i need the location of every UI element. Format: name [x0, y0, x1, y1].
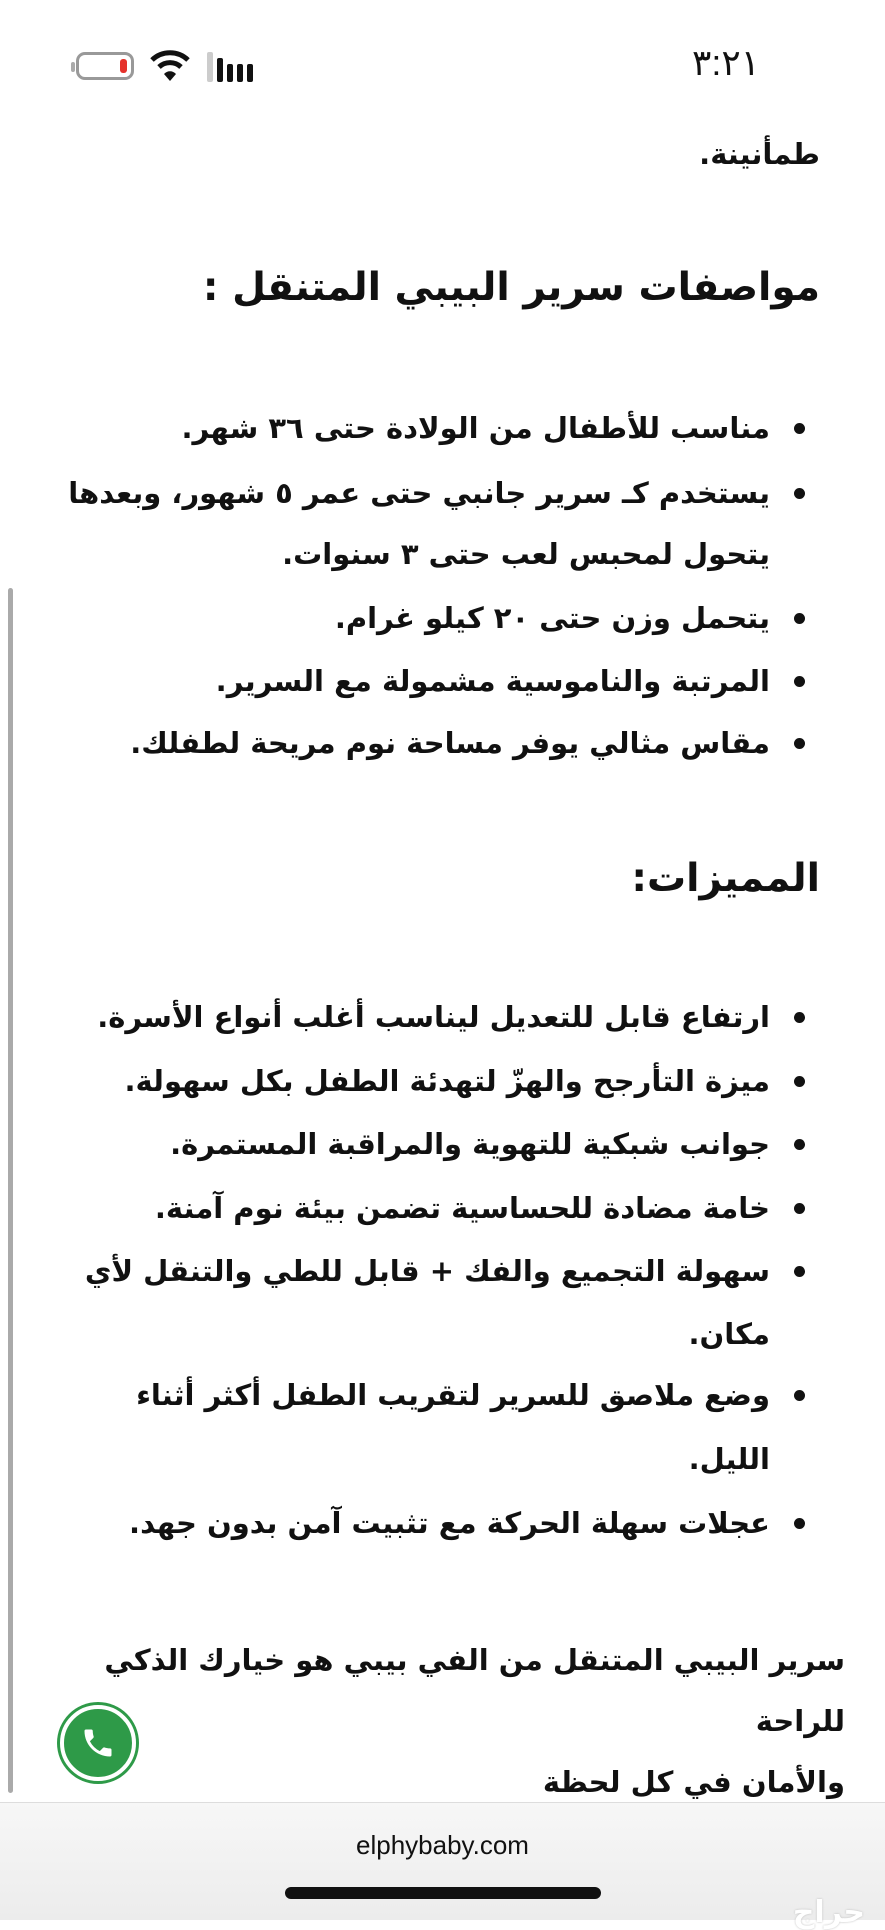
status-time: ٣:٢١ — [691, 42, 760, 83]
bullet-icon — [794, 1518, 805, 1529]
bullet-icon — [794, 1076, 805, 1087]
bullet-icon — [794, 1012, 805, 1023]
browser-bottom-bar — [0, 1802, 885, 1920]
list-item: سهولة التجميع والفك + قابل للطي والتنقل لأي — [84, 1254, 770, 1288]
bullet-icon — [794, 738, 805, 749]
bullet-icon — [794, 1266, 805, 1277]
list-item: يستخدم كـ سرير جانبي حتى عمر ٥ شهور، وبعدها — [68, 476, 770, 510]
home-indicator[interactable] — [285, 1887, 601, 1899]
url-bar[interactable]: elphybaby.com — [356, 1830, 529, 1860]
whatsapp-icon[interactable] — [60, 1705, 136, 1781]
bullet-icon — [794, 1390, 805, 1401]
closing-text: سرير البيبي المتنقل من الفي بيبي هو خيارك الذكي للراحة — [104, 1643, 845, 1738]
list-item: يتحمل وزن حتى ٢٠ كيلو غرام. — [334, 601, 770, 635]
list-item: وضع ملاصق للسرير لتقريب الطفل أكثر أثناء — [136, 1378, 770, 1412]
list-item: يتحول لمحبس لعب حتى ٣ سنوات. — [282, 537, 770, 571]
scrollbar[interactable] — [8, 588, 13, 1793]
bullet-icon — [794, 1203, 805, 1214]
closing-text: والأمان في كل لحظة — [542, 1765, 845, 1799]
wifi-icon — [150, 48, 190, 82]
list-item: جوانب شبكية للتهوية والمراقبة المستمرة. — [170, 1127, 770, 1161]
specs-heading: مواصفات سرير البيبي المتنقل : — [202, 265, 820, 310]
list-item: عجلات سهلة الحركة مع تثبيت آمن بدون جهد. — [129, 1506, 770, 1540]
watermark-logo: حراج — [792, 1895, 865, 1930]
closing-paragraph — [25, 1630, 845, 1813]
phone-icon — [80, 1725, 116, 1761]
list-item: مقاس مثالي يوفر مساحة نوم مريحة لطفلك. — [130, 726, 770, 760]
bullet-icon — [794, 1139, 805, 1150]
list-item: خامة مضادة للحساسية تضمن بيئة نوم آمنة. — [154, 1191, 770, 1225]
signal-icon — [207, 52, 253, 82]
bullet-icon — [794, 423, 805, 434]
list-item: الليل. — [688, 1442, 770, 1476]
list-item: مناسب للأطفال من الولادة حتى ٣٦ شهر. — [181, 411, 770, 445]
intro-text: طمأنينة. — [699, 137, 820, 171]
features-heading: المميزات: — [631, 856, 820, 901]
list-item: مكان. — [688, 1317, 770, 1351]
list-item: ميزة التأرجح والهزّ لتهدئة الطفل بكل سهولة. — [124, 1064, 770, 1098]
bullet-icon — [794, 488, 805, 499]
list-item: المرتبة والناموسية مشمولة مع السرير. — [215, 664, 770, 698]
battery-icon — [76, 52, 134, 80]
bullet-icon — [794, 613, 805, 624]
bullet-icon — [794, 676, 805, 687]
list-item: ارتفاع قابل للتعديل ليناسب أغلب أنواع الأسرة. — [97, 1000, 770, 1034]
